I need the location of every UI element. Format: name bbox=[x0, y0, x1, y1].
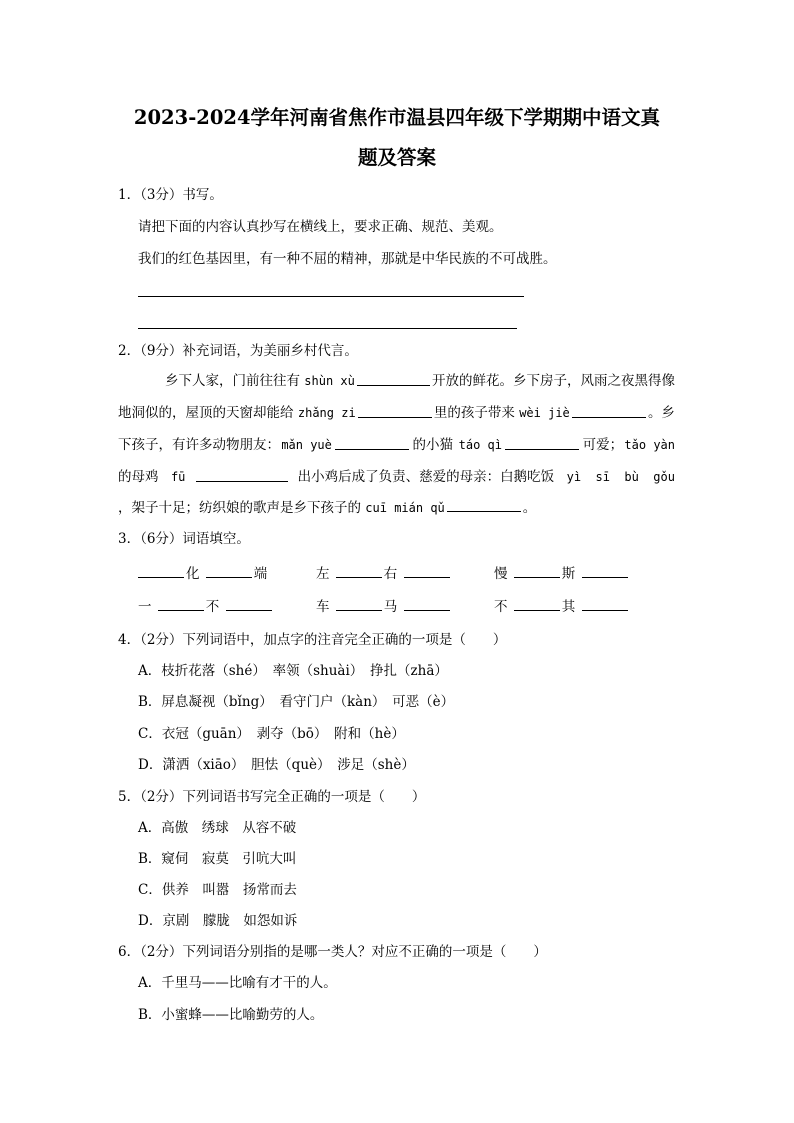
q3-cell bbox=[136, 563, 267, 583]
text-segment: 其 bbox=[561, 599, 580, 615]
text-segment: 不 bbox=[494, 599, 512, 615]
text-segment: 一 bbox=[138, 599, 156, 615]
text-segment: 开放的鲜花。乡下房子，风雨之夜黑得像 bbox=[432, 373, 675, 389]
text-segment: 的母鸡 bbox=[118, 469, 163, 485]
q3-cell bbox=[494, 563, 630, 583]
pinyin-text: cuī mián qǔ bbox=[365, 501, 445, 515]
fill-in-blank[interactable] bbox=[138, 563, 184, 578]
q6-option-a[interactable]: A．千里马——比喻有才干的人。 bbox=[138, 975, 337, 991]
q6-option-b[interactable]: B．小蜜蜂——比喻勤劳的人。 bbox=[138, 1007, 324, 1023]
text-segment: 里的孩子带来 bbox=[433, 405, 520, 421]
fill-in-blank[interactable] bbox=[514, 563, 560, 578]
q4-option-b[interactable]: B．屏息凝视（bǐng） 看守门户（kàn） 可恶（è） bbox=[138, 694, 455, 710]
q3-cell bbox=[316, 596, 452, 616]
pinyin-text: shùn xù bbox=[304, 374, 355, 388]
q2-heading: 2．（9分）补充词语，为美丽乡村代言。 bbox=[118, 343, 358, 359]
q3-cell bbox=[494, 596, 630, 616]
text-segment: 化 bbox=[186, 566, 204, 582]
fill-in-blank[interactable] bbox=[358, 403, 432, 418]
fill-in-blank[interactable] bbox=[226, 596, 272, 611]
text-segment: 右 bbox=[383, 566, 402, 582]
text-segment: 左 bbox=[316, 566, 334, 582]
pinyin-text: yì sī bù gǒu bbox=[566, 470, 675, 484]
fill-in-blank[interactable] bbox=[336, 563, 382, 578]
text-segment: 地洞似的，屋顶的天窗却能给 bbox=[118, 405, 298, 421]
q5-option-d[interactable]: D．京剧 朦胧 如怨如诉 bbox=[138, 913, 298, 929]
text-segment: ，架子十足；纺织娘的歌声是乡下孩子的 bbox=[118, 500, 366, 516]
text-segment: 斯 bbox=[561, 566, 580, 582]
pinyin-text: zhǎng zi bbox=[297, 406, 356, 420]
document-title-line-1: 2023-2024学年河南省焦作市温县四年级下学期期中语文真 bbox=[133, 106, 661, 129]
fill-in-blank[interactable] bbox=[582, 596, 628, 611]
q1-writing-line-1[interactable] bbox=[138, 296, 524, 297]
pinyin-text: wèi jiè bbox=[519, 406, 570, 420]
fill-in-blank[interactable] bbox=[582, 563, 628, 578]
text-segment: 端 bbox=[253, 566, 268, 582]
pinyin-text: fū bbox=[170, 470, 186, 484]
fill-in-blank[interactable] bbox=[447, 497, 521, 512]
fill-in-blank[interactable] bbox=[404, 563, 450, 578]
fill-in-blank[interactable] bbox=[357, 371, 430, 386]
text-segment: 车 bbox=[316, 599, 334, 615]
q5-option-a[interactable]: A．高傲 绣球 从容不破 bbox=[138, 820, 297, 836]
q1-writing-line-2[interactable] bbox=[138, 328, 517, 329]
q4-option-c[interactable]: C．衣冠（guān） 剥夺（bō） 附和（hè） bbox=[138, 726, 405, 742]
q6-heading: 6．（2分）下列词语分别指的是哪一类人？对应不正确的一项是（ ） bbox=[118, 944, 547, 960]
text-segment: 乡下人家，门前往往有 bbox=[138, 373, 305, 389]
q2-line bbox=[118, 403, 675, 423]
text-segment: 。 bbox=[522, 500, 537, 516]
text-segment: 的小猫 bbox=[412, 437, 458, 453]
pinyin-text: mǎn yuè bbox=[281, 438, 332, 452]
pinyin-text: táo qì bbox=[458, 438, 502, 452]
text-segment: 慢 bbox=[494, 566, 512, 582]
q4-option-a[interactable]: A．枝折花落（shé） 率领（shuài） 挣扎（zhā） bbox=[138, 663, 448, 679]
fill-in-blank[interactable] bbox=[206, 563, 252, 578]
pinyin-text: tǎo yàn bbox=[624, 438, 675, 452]
q5-option-b[interactable]: B．窥伺 寂莫 引吭大叫 bbox=[138, 851, 297, 867]
fill-in-blank[interactable] bbox=[336, 596, 382, 611]
q5-heading: 5．（2分）下列词语书写完全正确的一项是（ ） bbox=[118, 789, 426, 805]
text-segment: 可爱； bbox=[582, 437, 624, 453]
q3-heading: 3．（6分）词语填空。 bbox=[118, 531, 250, 547]
text-segment: 下孩子，有许多动物朋友： bbox=[118, 437, 280, 453]
q2-line bbox=[118, 467, 675, 487]
q2-line bbox=[118, 435, 675, 455]
q3-cell bbox=[138, 596, 274, 616]
fill-in-blank[interactable] bbox=[335, 435, 409, 450]
fill-in-blank[interactable] bbox=[572, 403, 646, 418]
q1-copy-text: 我们的红色基因里，有一种不屈的精神，那就是中华民族的不可战胜。 bbox=[138, 251, 557, 267]
text-segment: 马 bbox=[383, 599, 402, 615]
fill-in-blank[interactable] bbox=[404, 596, 450, 611]
q3-cell bbox=[316, 563, 452, 583]
fill-in-blank[interactable] bbox=[514, 596, 560, 611]
q4-option-d[interactable]: D．潇洒（xiāo） 胆怯（què） 涉足（shè） bbox=[138, 757, 415, 773]
document-title-line-2: 题及答案 bbox=[357, 146, 436, 169]
q1-heading: 1．（3分）书写。 bbox=[118, 187, 223, 203]
text-segment: 。乡 bbox=[647, 405, 675, 421]
q2-line bbox=[118, 497, 536, 517]
q4-heading: 4．（2分）下列词语中，加点字的注音完全正确的一项是（ ） bbox=[118, 632, 507, 648]
text-segment: 不 bbox=[205, 599, 224, 615]
text-segment: 出小鸡后成了负责、慈爱的母亲：白鹅吃饭 bbox=[297, 469, 559, 485]
q1-instruction: 请把下面的内容认真抄写在横线上，要求正确、规范、美观。 bbox=[138, 219, 503, 235]
fill-in-blank[interactable] bbox=[505, 435, 579, 450]
fill-in-blank[interactable] bbox=[158, 596, 204, 611]
q2-line bbox=[138, 371, 675, 391]
q5-option-c[interactable]: C．供养 叫嚣 扬常而去 bbox=[138, 882, 297, 898]
fill-in-blank[interactable] bbox=[196, 467, 288, 482]
